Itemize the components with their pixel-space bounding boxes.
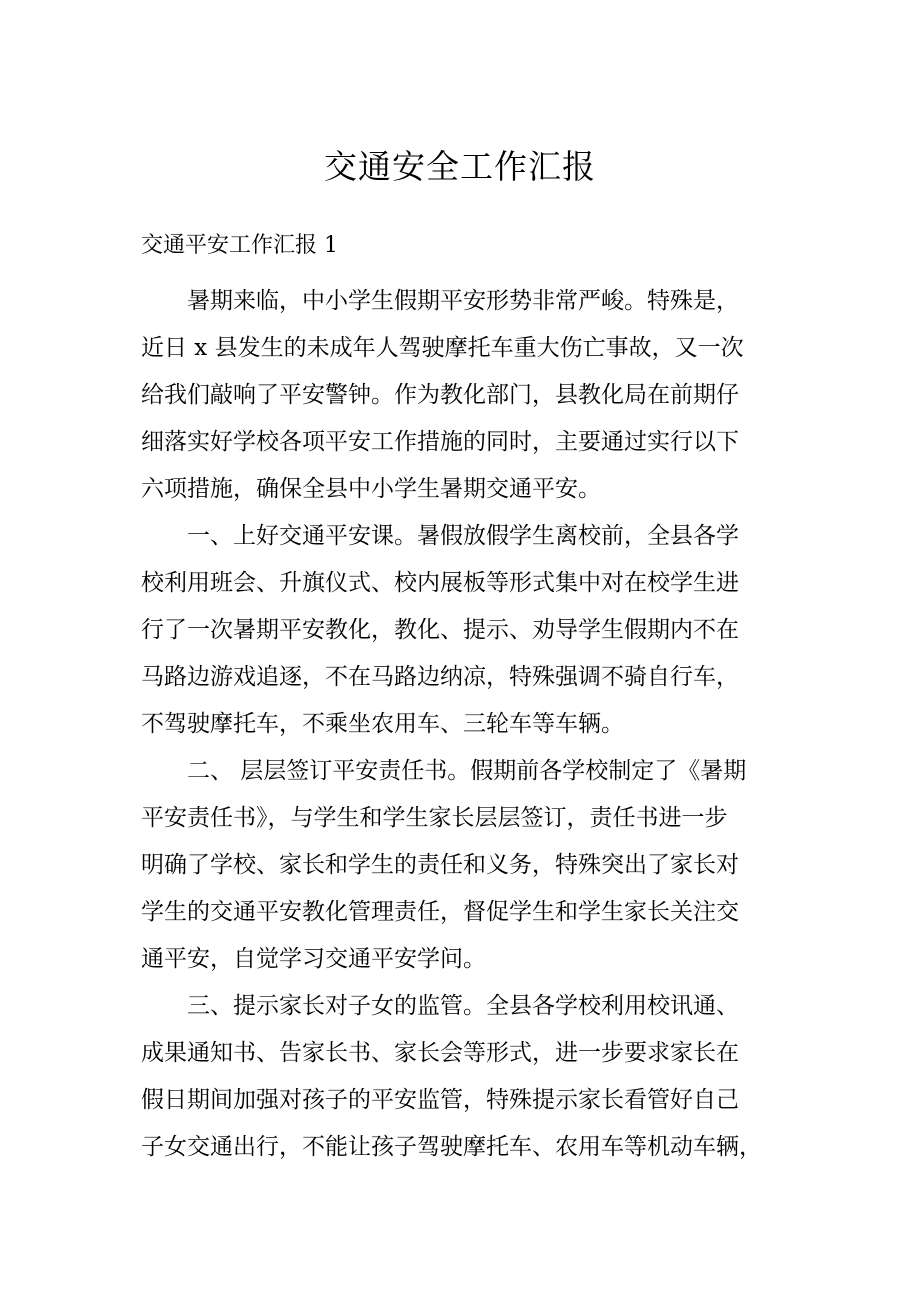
text-line: 子女交通出行，不能让孩子驾驶摩托车、农用车等机动车辆， (141, 1134, 762, 1160)
text-line: 细落实好学校各项平安工作措施的同时，主要通过实行以下 (141, 429, 739, 455)
text-line: 明确了学校、家长和学生的责任和义务，特殊突出了家长对 (141, 852, 739, 878)
text-line: 三、提示家长对子女的监管。全县各学校利用校讯通、 (141, 993, 739, 1019)
text-line: 二、 层层签订平安责任书。假期前各学校制定了《暑期 (141, 758, 747, 784)
text-line: 一、上好交通平安课。暑假放假学生离校前，全县各学 (141, 523, 739, 549)
text-line: 学生的交通平安教化管理责任，督促学生和学生家长关注交 (141, 899, 739, 925)
text-line: 六项措施，确保全县中小学生暑期交通平安。 (141, 476, 601, 502)
text-line: 行了一次暑期平安教化，教化、提示、劝导学生假期内不在 (141, 617, 739, 643)
paragraph-measure-3 (141, 983, 791, 1171)
text-line: 假日期间加强对孩子的平安监管，特殊提示家长看管好自己 (141, 1087, 739, 1113)
text-line: 近日 x 县发生的未成年人驾驶摩托车重大伤亡事故，又一次 (141, 335, 744, 361)
text-line: 给我们敲响了平安警钟。作为教化部门，县教化局在前期仔 (141, 382, 739, 408)
text-line: 通平安，自觉学习交通平安学问。 (141, 946, 486, 972)
paragraph-intro (141, 278, 791, 513)
text-line: 不驾驶摩托车，不乘坐农用车、三轮车等车辆。 (141, 711, 624, 737)
document-title: 交通安全工作汇报 (324, 147, 596, 186)
text-line: 马路边游戏追逐，不在马路边纳凉，特殊强调不骑自行车， (141, 664, 739, 690)
text-line: 暑期来临，中小学生假期平安形势非常严峻。特殊是， (141, 288, 739, 314)
paragraph-measure-1 (141, 513, 791, 748)
text-line: 校利用班会、升旗仪式、校内展板等形式集中对在校学生进 (141, 570, 739, 596)
text-line: 成果通知书、告家长书、家长会等形式，进一步要求家长在 (141, 1040, 739, 1066)
paragraph-measure-2 (141, 748, 791, 983)
section-heading: 交通平安工作汇报 1 (141, 233, 338, 258)
text-line: 平安责任书》，与学生和学生家长层层签订，责任书进一步 (141, 805, 728, 831)
